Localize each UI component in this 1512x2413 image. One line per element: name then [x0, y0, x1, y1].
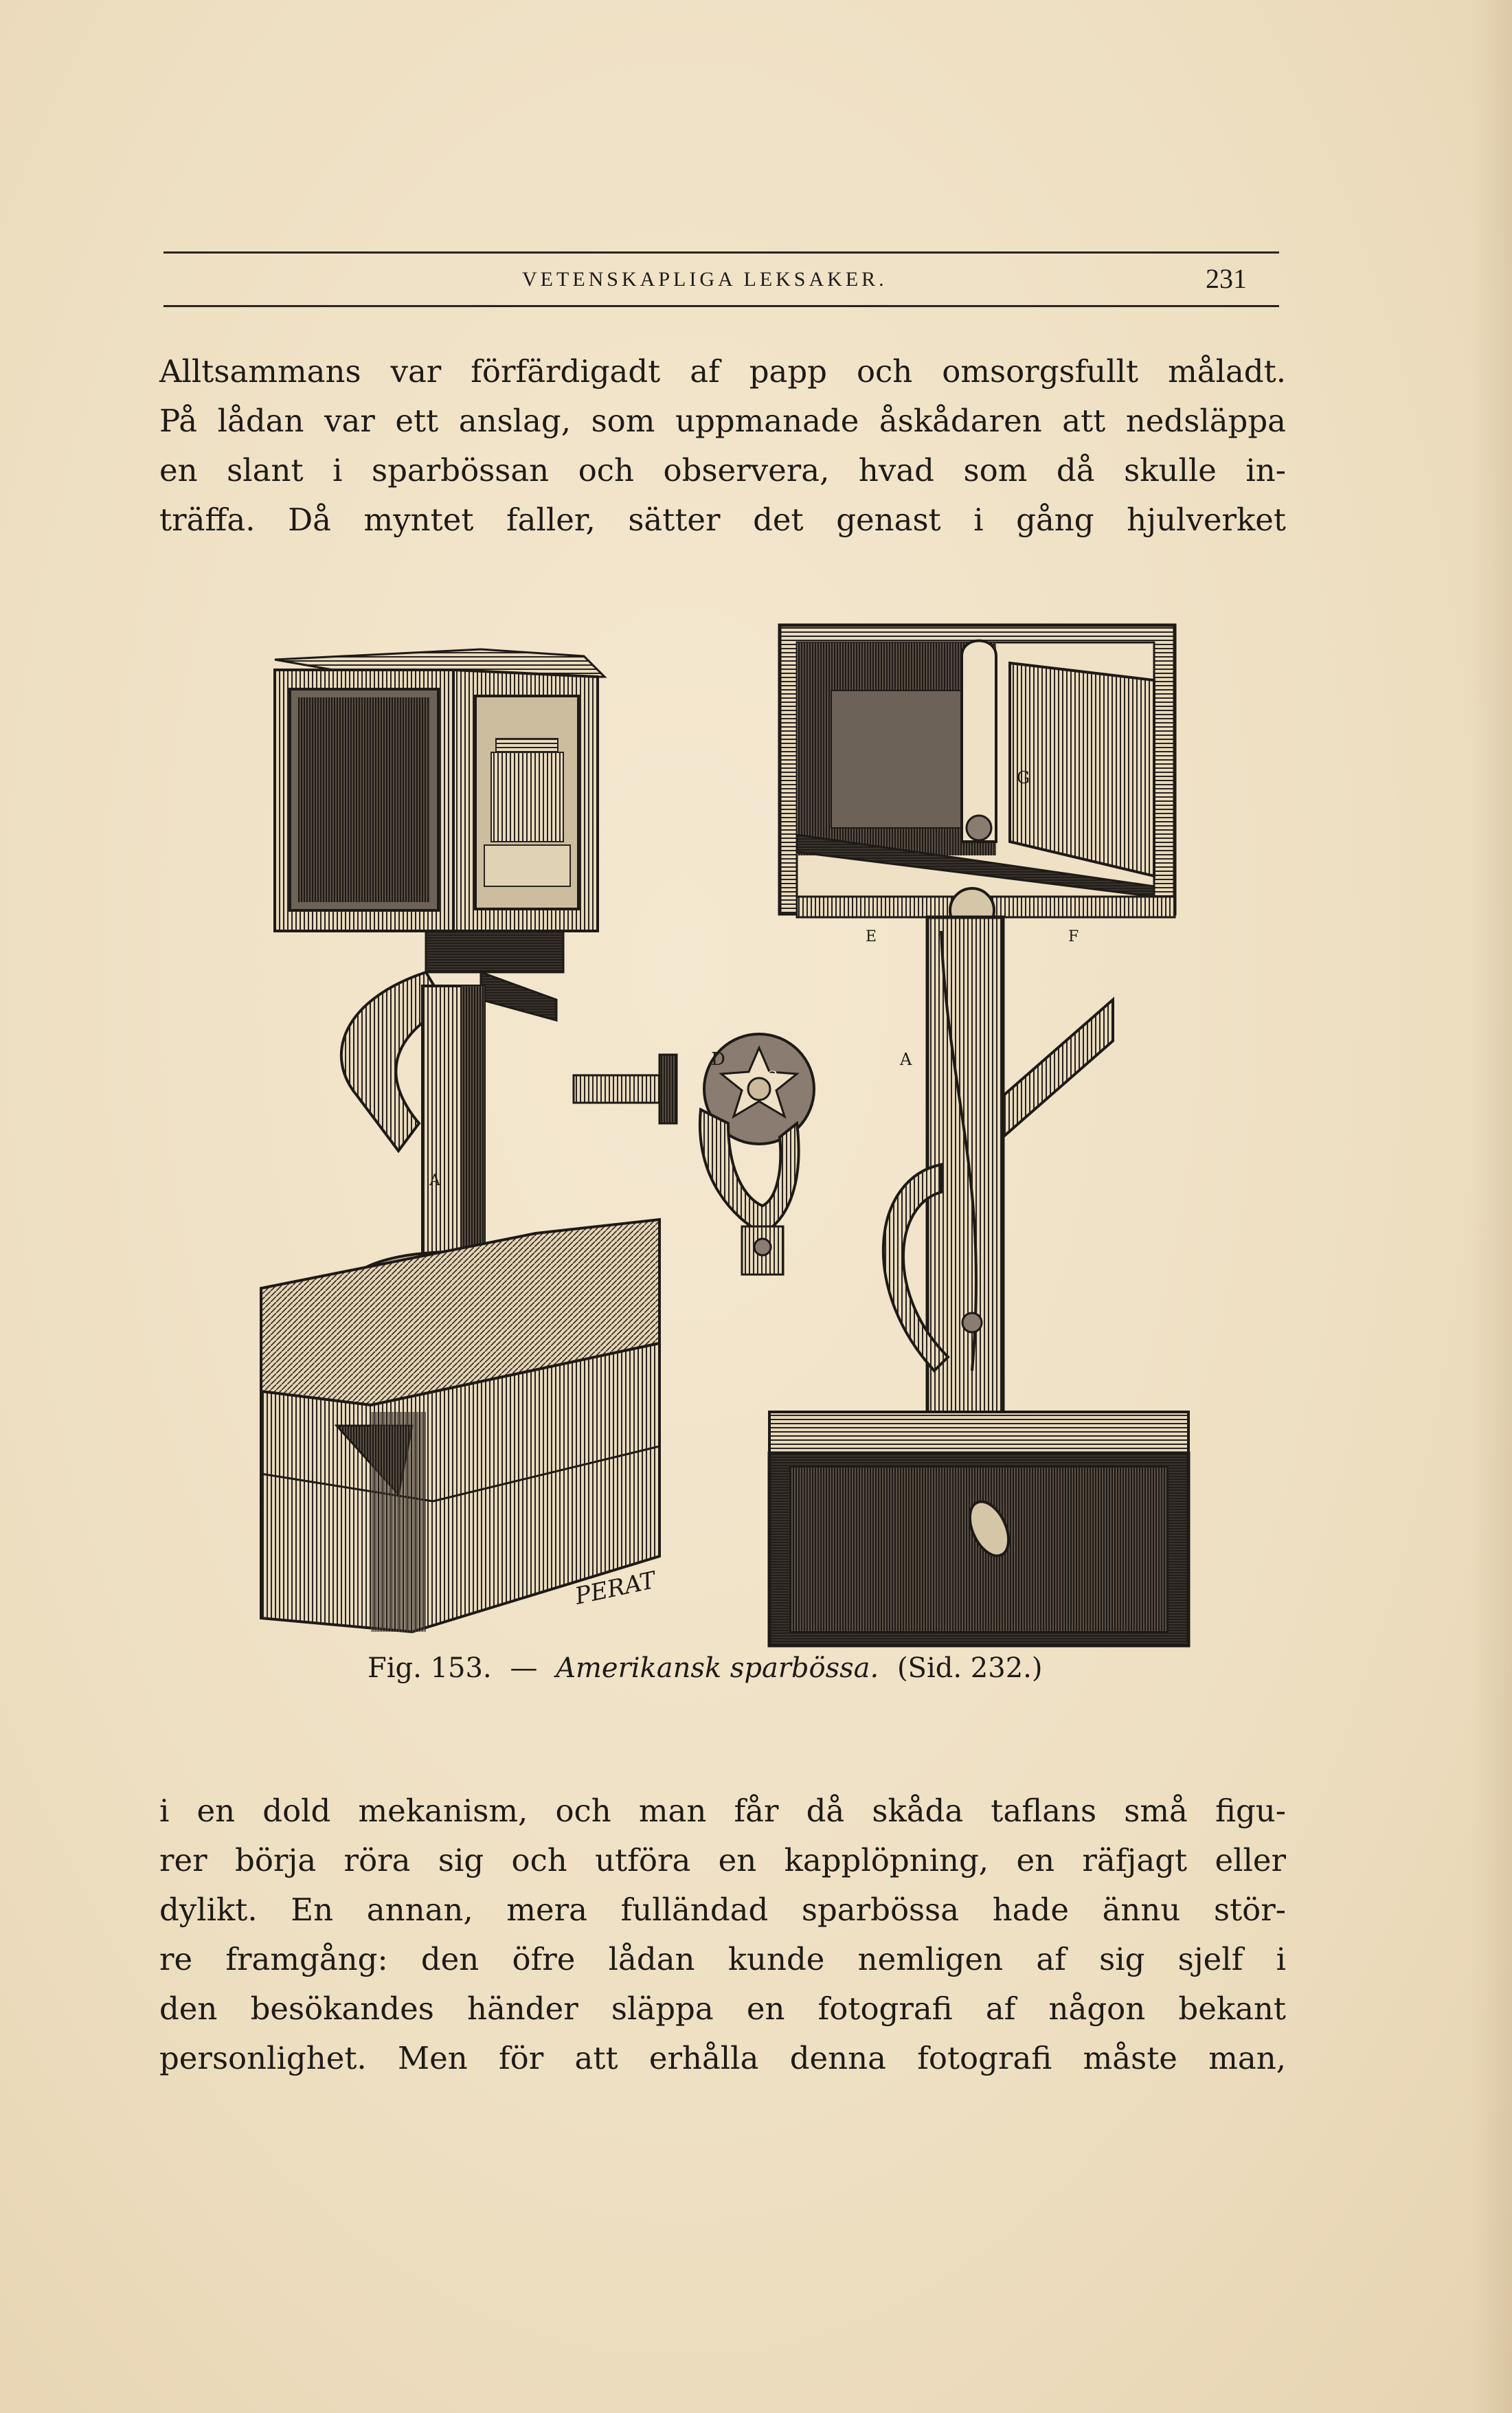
figure-caption	[368, 1652, 1192, 1684]
text-line: re framgång: den öfre lådan kunde nemligen af sig sjelf i	[159, 1941, 1286, 1977]
text-line: en slant i sparbössan och observera, hvad som då skulle in-	[159, 452, 1286, 489]
caption-dash: —	[510, 1652, 538, 1684]
page-edge-shadow	[1471, 0, 1512, 2413]
label-c: C	[766, 1069, 778, 1086]
text-line: rer börja röra sig och utföra en kapplöpning, en räfjagt eller	[159, 1842, 1286, 1878]
text-line: På lådan var ett anslag, som uppmanade åskådaren att nedsläppa	[159, 403, 1286, 439]
paragraph-top	[159, 347, 1286, 545]
label-g: G	[1017, 768, 1030, 787]
label-f: F	[1068, 928, 1079, 945]
signature-perat: PERAT	[572, 1567, 658, 1610]
label-d: D	[711, 1049, 725, 1070]
text-line: dylikt. En annan, mera fulländad sparbössa hade ännu stör-	[159, 1892, 1286, 1928]
text-line: Alltsammans var förfärdigadt af papp och omsorgsfullt måladt.	[159, 353, 1286, 390]
header-rule-top	[163, 251, 1279, 254]
paragraph-bottom	[159, 1786, 1286, 2083]
text-line: i en dold mekanism, och man får då skåda taflans små figu-	[159, 1793, 1286, 1829]
label-a-right: A	[900, 1050, 912, 1069]
header-rule-bottom	[163, 305, 1279, 307]
caption-ref: (Sid. 232.)	[896, 1652, 1043, 1684]
cutaway-view	[769, 625, 1188, 1646]
label-e: E	[866, 928, 877, 945]
exterior-view	[261, 649, 659, 1632]
page-number: 231	[1206, 263, 1247, 294]
caption-title: Amerikansk sparbössa.	[556, 1652, 879, 1684]
caption-number: Fig. 153.	[368, 1652, 492, 1684]
text-line: den besökandes händer släppa en fotografi af någon bekant	[159, 1990, 1286, 2027]
running-head: VETENSKAPLIGA LEKSAKER.	[522, 268, 888, 291]
label-a-left: A	[429, 1172, 440, 1189]
text-line: träffa. Då myntet faller, sätter det genast i gång hjulverket	[159, 502, 1286, 538]
text-line: personlighet. Men för att erhålla denna fotografi måste man,	[159, 2040, 1286, 2076]
engraving-figure	[254, 615, 1199, 1652]
